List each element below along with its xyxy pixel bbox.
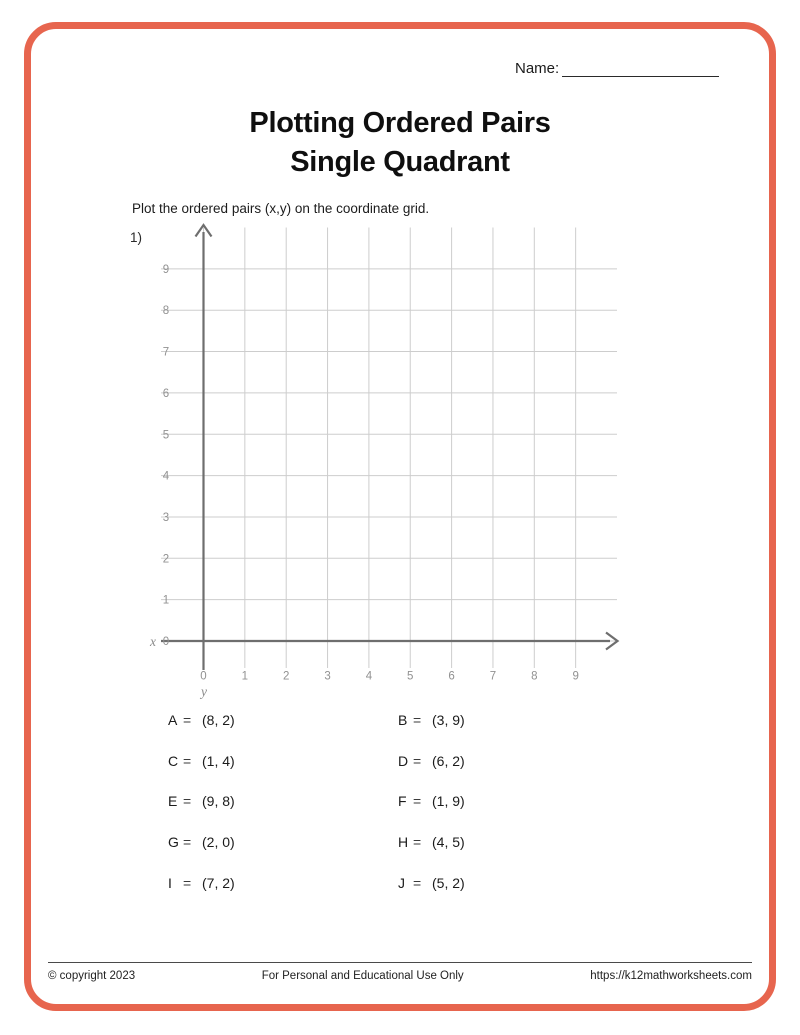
pair-value: (5, 2) <box>432 874 465 891</box>
title-line-2: Single Quadrant <box>290 146 510 178</box>
y-tick-label: 9 <box>162 263 170 276</box>
worksheet-title <box>0 104 800 182</box>
x-tick-label: 6 <box>448 670 455 683</box>
pair-value: (7, 2) <box>202 874 235 891</box>
pair-label: E <box>168 793 178 810</box>
x-tick-label: 0 <box>200 670 207 683</box>
pair-value: (3, 9) <box>432 712 465 728</box>
instruction-text: Plot the ordered pairs (x,y) on the coordinate grid. <box>132 201 430 216</box>
pair-value: (2, 0) <box>202 834 235 851</box>
x-tick-label: 7 <box>489 670 497 683</box>
pair-label: F <box>398 793 407 810</box>
pair-label: J <box>398 874 405 891</box>
pair-label: D <box>398 752 409 769</box>
y-axis-label: y <box>201 684 207 699</box>
pair-value: (9, 8) <box>202 793 235 810</box>
y-tick-label: 3 <box>162 511 170 524</box>
footer-copyright: © copyright 2023 <box>48 970 136 982</box>
pair-eq: = <box>413 874 422 891</box>
name-label: Name: <box>515 60 560 77</box>
footer-url-link[interactable]: https://k12mathworksheets.com <box>590 970 752 982</box>
pair-label: A <box>168 712 178 728</box>
title-line-1: Plotting Ordered Pairs <box>249 107 551 139</box>
y-tick-label: 2 <box>162 553 170 566</box>
pair-label: B <box>398 712 408 728</box>
pair-value: (4, 5) <box>432 834 465 851</box>
y-tick-label: 6 <box>162 387 170 400</box>
ordered-pair <box>168 793 235 834</box>
pair-value: (6, 2) <box>432 752 465 769</box>
y-tick-label: 1 <box>162 594 170 607</box>
pair-eq: = <box>183 874 192 891</box>
ordered-pair <box>168 712 235 753</box>
y-tick-label: 5 <box>162 429 170 442</box>
name-blank-line[interactable] <box>562 61 719 77</box>
question-number: 1) <box>130 230 143 245</box>
ordered-pair <box>398 712 465 753</box>
pair-label: G <box>168 834 179 851</box>
pair-eq: = <box>183 752 192 769</box>
pair-eq: = <box>413 793 422 810</box>
x-tick-label: 2 <box>282 670 290 683</box>
x-tick-label: 3 <box>324 670 331 683</box>
x-tick-label: 1 <box>241 670 249 683</box>
pairs-column-left <box>168 712 235 915</box>
pair-eq: = <box>413 712 422 728</box>
footer-divider <box>48 962 752 963</box>
pair-eq: = <box>413 752 422 769</box>
y-tick-label: 0 <box>162 636 170 648</box>
pair-eq: = <box>183 712 192 728</box>
footer-usage-note: For Personal and Educational Use Only <box>261 970 464 982</box>
pair-label: I <box>168 874 172 891</box>
x-tick-label: 9 <box>572 670 579 683</box>
y-tick-label: 8 <box>162 305 170 318</box>
footer <box>48 970 752 982</box>
x-axis-label: x <box>150 634 156 649</box>
ordered-pair <box>398 793 465 834</box>
ordered-pair <box>398 875 465 916</box>
pair-label: C <box>168 752 179 769</box>
pair-value: (8, 2) <box>202 712 235 728</box>
y-tick-label: 7 <box>162 346 170 359</box>
pair-eq: = <box>413 834 422 851</box>
ordered-pair <box>398 753 465 794</box>
x-tick-label: 5 <box>407 670 414 683</box>
ordered-pair <box>168 875 235 916</box>
pairs-column-right <box>398 712 465 915</box>
pair-label: H <box>398 834 409 851</box>
coordinate-grid <box>140 218 640 704</box>
x-tick-label: 4 <box>365 670 373 683</box>
ordered-pair <box>398 834 465 875</box>
pair-value: (1, 9) <box>432 793 465 810</box>
pair-eq: = <box>183 793 192 810</box>
x-tick-label: 8 <box>531 670 538 683</box>
ordered-pair <box>168 753 235 794</box>
y-tick-label: 4 <box>162 470 170 483</box>
pair-eq: = <box>183 834 192 851</box>
name-row <box>515 60 719 77</box>
pair-value: (1, 4) <box>202 752 235 769</box>
ordered-pair <box>168 834 235 875</box>
